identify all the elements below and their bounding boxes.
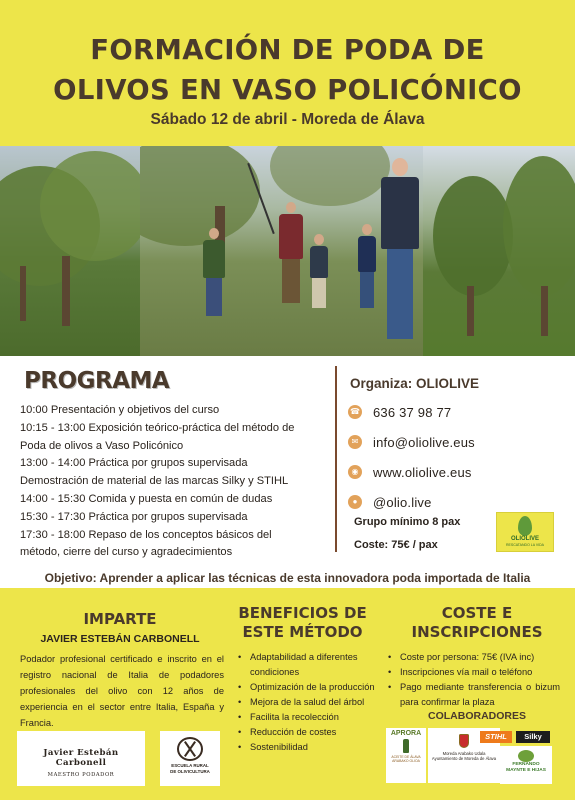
schedule-line: método, cierre del curso y agradecimientos [20, 546, 233, 559]
schedule-line: 15:30 - 17:30 Práctica por grupos supervisada [20, 510, 248, 523]
list-item: • Optimización de la producción [238, 680, 388, 695]
coat-of-arms-icon [459, 734, 469, 748]
crossed-shears-icon [177, 737, 203, 761]
list-item: • Inscripciones vía mail o teléfono [388, 665, 560, 680]
olive-leaf-icon [518, 516, 532, 536]
benefits-list [238, 650, 388, 755]
schedule-line: Demostración de material de las marcas Silky y STIHL [20, 475, 289, 488]
organizer-title: Organiza: OLIOLIVE [350, 376, 480, 391]
event-date-location: Sábado 12 de abril - Moreda de Álava [150, 111, 425, 128]
header [0, 0, 575, 146]
section-divider [335, 366, 337, 552]
aprora-logo: APRORA ACEITE DE ÁLAVA ARABAKO OLIOA [386, 728, 426, 783]
instructor-bio: Podador profesional certificado e inscrito en el registro nacional de Italia de podadores profesionales del olivo con 12 años de experiencia en el sector entre Italia, España y Francia. [20, 654, 224, 728]
contact-list [348, 402, 568, 522]
schedule-line: 13:00 - 14:00 Práctica por grupos supervisada [20, 457, 248, 470]
social-handle: @olio.live [373, 494, 432, 510]
course-objective: Objetivo: Aprender a aplicar las técnicas de esta innovadora poda importada de Italia [44, 571, 531, 585]
program-section [0, 356, 575, 588]
title-line-2: OLIVOS EN VASO POLICÓNICO [53, 74, 522, 106]
list-item: • Coste por persona: 75€ (IVA inc) [388, 650, 560, 665]
oliolive-logo: OLIOLIVE RESCATANDO LA VIDA [496, 512, 554, 552]
contact-web[interactable] [348, 462, 568, 482]
contact-phone[interactable] [348, 402, 568, 422]
collaborators-heading: COLABORADORES [427, 710, 526, 722]
instructor-heading: IMPARTE [83, 610, 157, 628]
tree-icon [518, 750, 534, 762]
stihl-logo: STIHL [480, 731, 512, 743]
benefits-heading: BENEFICIOS DE ESTE MÉTODO [238, 604, 367, 641]
pruning-group-photo [140, 146, 423, 356]
instructor-name: JAVIER ESTEBÁN CARBONELL [40, 633, 200, 645]
user-icon: ● [348, 495, 362, 509]
list-item: • Facilita la recolección [238, 710, 388, 725]
schedule-line: 10:15 - 13:00 Exposición teórico-práctica del método de [20, 421, 295, 434]
mail-icon: ✉ [348, 435, 362, 449]
details-section [0, 588, 575, 800]
title-line-1: FORMACIÓN DE PODA DE [90, 34, 485, 66]
schedule-line: 17:30 - 18:00 Repaso de los conceptos básicos del [20, 528, 272, 541]
email-address: info@oliolive.eus [373, 434, 475, 450]
contact-social[interactable] [348, 492, 568, 512]
phone-number: 636 37 98 77 [373, 404, 452, 420]
olive-tree-photo-left [0, 146, 140, 356]
instructor-signature-card [17, 731, 145, 786]
photo-strip [0, 146, 575, 356]
contact-email[interactable] [348, 432, 568, 452]
schedule-line: Poda de olivos a Vaso Policónico [20, 439, 184, 452]
list-item: • Reducción de costes [238, 725, 388, 740]
schedule-line: 10:00 Presentación y objetivos del curso [20, 404, 220, 416]
signature-role: MAESTRO PODADOR [47, 772, 115, 778]
silky-logo: Silky [516, 731, 550, 743]
phone-icon: ☎ [348, 405, 362, 419]
moreda-council-logo: Moreda Arabako Udala Ayuntamiento de Moreda de Álava [428, 728, 500, 783]
signature-name: Javier Estebán Carbonell [43, 748, 119, 768]
page-title [0, 30, 575, 110]
registration-list [388, 650, 560, 710]
list-item: • Adaptabilidad a diferentes condiciones [238, 650, 388, 680]
program-schedule [20, 402, 330, 562]
list-item: • Pago mediante transferencia o bizum para confirmar la plaza [388, 680, 560, 710]
program-heading: PROGRAMA [24, 368, 170, 394]
pruned-olive-trees-photo [423, 146, 575, 356]
globe-icon: ◉ [348, 465, 362, 479]
fernando-maynte-logo: FERNANDO MAYNTE E HIJAS [500, 746, 552, 784]
website-url: www.oliolive.eus [373, 464, 472, 480]
list-item: • Sostenibilidad [238, 740, 388, 755]
registration-heading: COSTE E INSCRIPCIONES [411, 604, 543, 641]
oil-bottle-icon [403, 739, 409, 753]
min-group-size: Grupo mínimo 8 pax [354, 516, 461, 528]
schedule-line: 14:00 - 15:30 Comida y puesta en común de dudas [20, 492, 273, 505]
escuela-rural-logo: ESCUELA RURAL DE OLIVICULTURA [160, 731, 220, 786]
list-item: • Mejora de la salud del árbol [238, 695, 388, 710]
price-per-person: Coste: 75€ / pax [354, 539, 438, 551]
